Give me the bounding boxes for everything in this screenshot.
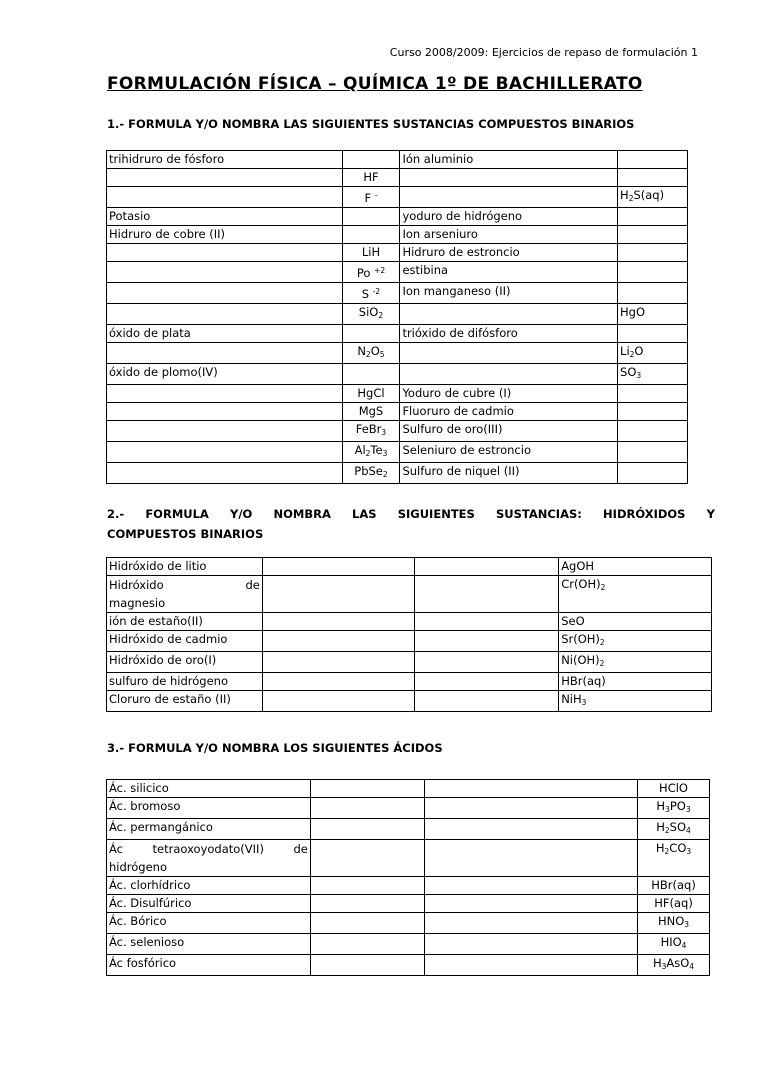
table-cell: Ác. permangánico	[107, 819, 311, 840]
table-row	[107, 325, 688, 343]
table-cell	[618, 325, 688, 343]
table-cell: Po $^{+2}$	[342, 262, 400, 283]
table-cell: $Li_2O$	[618, 343, 688, 364]
table-cell: $HIO_4$	[638, 934, 710, 955]
table-cell: HClO	[638, 780, 710, 798]
table-cell	[424, 780, 637, 798]
table-cell: Potasio	[107, 208, 343, 226]
table-cell	[342, 364, 400, 385]
table-cell	[107, 187, 343, 208]
table-cell	[342, 325, 400, 343]
table-cell: $SO_3$	[618, 364, 688, 385]
table-row	[107, 385, 688, 403]
table-cell: sulfuro de hidrógeno	[107, 673, 263, 691]
table-row	[107, 576, 712, 613]
section2-heading-line1	[107, 504, 715, 524]
table-cell: Hidróxido de cadmio	[107, 631, 263, 652]
heading-word: FORMULA	[145, 507, 209, 521]
table-cell: HF	[342, 169, 400, 187]
table-cell	[618, 151, 688, 169]
table-cell: F -	[342, 187, 400, 208]
table-row	[107, 691, 712, 712]
table-row	[107, 955, 710, 976]
heading-word: LAS	[352, 507, 377, 521]
section1-table	[106, 150, 688, 484]
table-cell	[415, 631, 559, 652]
table-cell: $H_2CO_3$	[638, 840, 710, 877]
table-cell	[618, 403, 688, 421]
table-cell	[618, 208, 688, 226]
table-cell: Ác. clorhídrico	[107, 877, 311, 895]
table-cell: estibina	[400, 262, 618, 283]
table-cell	[310, 934, 424, 955]
table-cell: $H_3AsO_4$	[638, 955, 710, 976]
table-row	[107, 780, 710, 798]
table-row	[107, 421, 688, 442]
table-cell: óxido de plomo(IV)	[107, 364, 343, 385]
table-cell	[342, 208, 400, 226]
section2-heading	[107, 504, 715, 544]
table-row	[107, 819, 710, 840]
table-cell: HBr(aq)	[559, 673, 712, 691]
table-cell: $HNO_3$	[638, 913, 710, 934]
section3-heading: 3.- FORMULA Y/O NOMBRA LOS SIGUIENTES ÁCIDOS	[107, 741, 443, 755]
table-cell: trióxido de difósforo	[400, 325, 618, 343]
heading-word: HIDRÓXIDOS	[603, 507, 686, 521]
table-cell	[415, 576, 559, 613]
table-cell	[400, 304, 618, 325]
table-cell	[310, 877, 424, 895]
table-cell	[424, 798, 637, 819]
table-cell: Hidróxido de litio	[107, 558, 263, 576]
table-cell: $H_2S(aq)$	[618, 187, 688, 208]
table-cell	[424, 895, 637, 913]
heading-word: Y	[706, 507, 715, 521]
table-cell: FeBr$_3$	[342, 421, 400, 442]
table-cell: Ác tetraoxoyodato(VII) de hidrógeno	[107, 840, 311, 877]
table-cell	[415, 673, 559, 691]
table-cell	[618, 442, 688, 463]
table-cell	[310, 913, 424, 934]
table-row	[107, 840, 710, 877]
table-cell	[424, 840, 637, 877]
table-cell	[618, 283, 688, 304]
table-row	[107, 463, 688, 484]
table-cell: Ion manganeso (II)	[400, 283, 618, 304]
table-cell: yoduro de hidrógeno	[400, 208, 618, 226]
table-cell: Hidróxido de magnesio	[107, 576, 263, 613]
table-cell: SeO	[559, 613, 712, 631]
table-row	[107, 226, 688, 244]
table-cell	[107, 442, 343, 463]
table-cell	[618, 421, 688, 442]
table-cell	[107, 244, 343, 262]
table-cell	[342, 151, 400, 169]
table-cell	[262, 673, 415, 691]
heading-word: NOMBRA	[273, 507, 331, 521]
heading-word: 2.-	[107, 507, 125, 521]
table-cell	[400, 169, 618, 187]
table-cell: $Ni(OH)_2$	[559, 652, 712, 673]
table-cell	[107, 304, 343, 325]
table-cell: Ion arseniuro	[400, 226, 618, 244]
table-row	[107, 652, 712, 673]
table-cell: Ác. Bórico	[107, 913, 311, 934]
table-cell	[262, 652, 415, 673]
table-cell: trihidruro de fósforo	[107, 151, 343, 169]
table-cell	[618, 262, 688, 283]
table-cell: HF(aq)	[638, 895, 710, 913]
table-cell	[107, 262, 343, 283]
table-cell	[262, 691, 415, 712]
table-row	[107, 151, 688, 169]
table-cell: Ác. selenioso	[107, 934, 311, 955]
table-row	[107, 283, 688, 304]
table-cell	[424, 819, 637, 840]
table-cell	[262, 558, 415, 576]
table-cell: NiH$_3$	[559, 691, 712, 712]
table-cell: MgS	[342, 403, 400, 421]
table-cell: HgO	[618, 304, 688, 325]
heading-word: SIGUIENTES	[397, 507, 475, 521]
table-cell	[618, 244, 688, 262]
table-cell	[310, 895, 424, 913]
table-cell: PbSe$_2$	[342, 463, 400, 484]
table-cell: Sulfuro de oro(III)	[400, 421, 618, 442]
table-cell	[424, 913, 637, 934]
table-row	[107, 169, 688, 187]
table-cell: Ác. bromoso	[107, 798, 311, 819]
section1-heading: 1.- FORMULA Y/O NOMBRA LAS SIGUIENTES SUSTANCIAS COMPUESTOS BINARIOS	[107, 117, 635, 131]
table-cell	[342, 226, 400, 244]
table-row	[107, 343, 688, 364]
table-cell	[107, 421, 343, 442]
table-cell: $Sr(OH)_2$	[559, 631, 712, 652]
table-cell: SiO$_2$	[342, 304, 400, 325]
table-row	[107, 798, 710, 819]
table-cell	[415, 613, 559, 631]
section2-table	[106, 557, 712, 712]
section2-heading-line2: COMPUESTOS BINARIOS	[107, 527, 264, 541]
table-row	[107, 208, 688, 226]
table-cell	[400, 187, 618, 208]
table-row	[107, 187, 688, 208]
table-cell: Sulfuro de niquel (II)	[400, 463, 618, 484]
table-cell	[424, 934, 637, 955]
table-cell	[107, 343, 343, 364]
table-cell	[618, 169, 688, 187]
table-cell: Ác fosfórico	[107, 955, 311, 976]
table-row	[107, 631, 712, 652]
table-cell	[400, 343, 618, 364]
table-cell	[310, 780, 424, 798]
table-cell	[262, 576, 415, 613]
table-cell: LiH	[342, 244, 400, 262]
table-cell	[400, 364, 618, 385]
table-cell: $Al_2Te_3$	[342, 442, 400, 463]
table-cell	[107, 463, 343, 484]
table-row	[107, 304, 688, 325]
table-cell	[310, 955, 424, 976]
heading-word: Y/O	[230, 507, 253, 521]
table-cell: Hidruro de estroncio	[400, 244, 618, 262]
table-row	[107, 364, 688, 385]
table-cell: $H_2SO_4$	[638, 819, 710, 840]
table-row	[107, 558, 712, 576]
table-cell: Cloruro de estaño (II)	[107, 691, 263, 712]
table-cell: ión de estaño(II)	[107, 613, 263, 631]
table-cell: Fluoruro de cadmio	[400, 403, 618, 421]
table-cell: óxido de plata	[107, 325, 343, 343]
table-cell: HBr(aq)	[638, 877, 710, 895]
table-row	[107, 442, 688, 463]
table-cell	[107, 169, 343, 187]
table-row	[107, 913, 710, 934]
table-cell	[107, 403, 343, 421]
table-cell	[618, 385, 688, 403]
table-cell: Yoduro de cubre (I)	[400, 385, 618, 403]
table-cell	[415, 691, 559, 712]
table-cell: Hidróxido de oro(I)	[107, 652, 263, 673]
table-cell	[310, 840, 424, 877]
table-cell: $H_3PO_3$	[638, 798, 710, 819]
table-cell: HgCl	[342, 385, 400, 403]
table-row	[107, 244, 688, 262]
page-title: FORMULACIÓN FÍSICA – QUÍMICA 1º DE BACHILLERATO	[107, 74, 643, 94]
table-cell	[618, 226, 688, 244]
table-cell	[107, 283, 343, 304]
table-cell	[424, 955, 637, 976]
table-cell	[424, 877, 637, 895]
table-cell	[310, 798, 424, 819]
table-cell: Seleniuro de estroncio	[400, 442, 618, 463]
table-cell	[618, 463, 688, 484]
table-cell: $Cr(OH)_2$	[559, 576, 712, 613]
table-row	[107, 262, 688, 283]
table-cell: AgOH	[559, 558, 712, 576]
page-header: Curso 2008/2009: Ejercicios de repaso de formulación 1	[389, 46, 698, 59]
table-row	[107, 673, 712, 691]
table-cell: Ión aluminio	[400, 151, 618, 169]
table-cell: Hidruro de cobre (II)	[107, 226, 343, 244]
table-cell	[262, 613, 415, 631]
table-row	[107, 613, 712, 631]
table-row	[107, 403, 688, 421]
table-row	[107, 934, 710, 955]
table-cell	[310, 819, 424, 840]
section3-table	[106, 779, 710, 976]
table-cell: Ác. silicico	[107, 780, 311, 798]
table-row	[107, 895, 710, 913]
table-cell	[262, 631, 415, 652]
table-cell	[415, 558, 559, 576]
table-row	[107, 877, 710, 895]
heading-word: SUSTANCIAS:	[495, 507, 582, 521]
table-cell: Ác. Disulfúrico	[107, 895, 311, 913]
table-cell: S $^{-2}$	[342, 283, 400, 304]
table-cell	[107, 385, 343, 403]
table-cell: $N_2O_5$	[342, 343, 400, 364]
table-cell	[415, 652, 559, 673]
